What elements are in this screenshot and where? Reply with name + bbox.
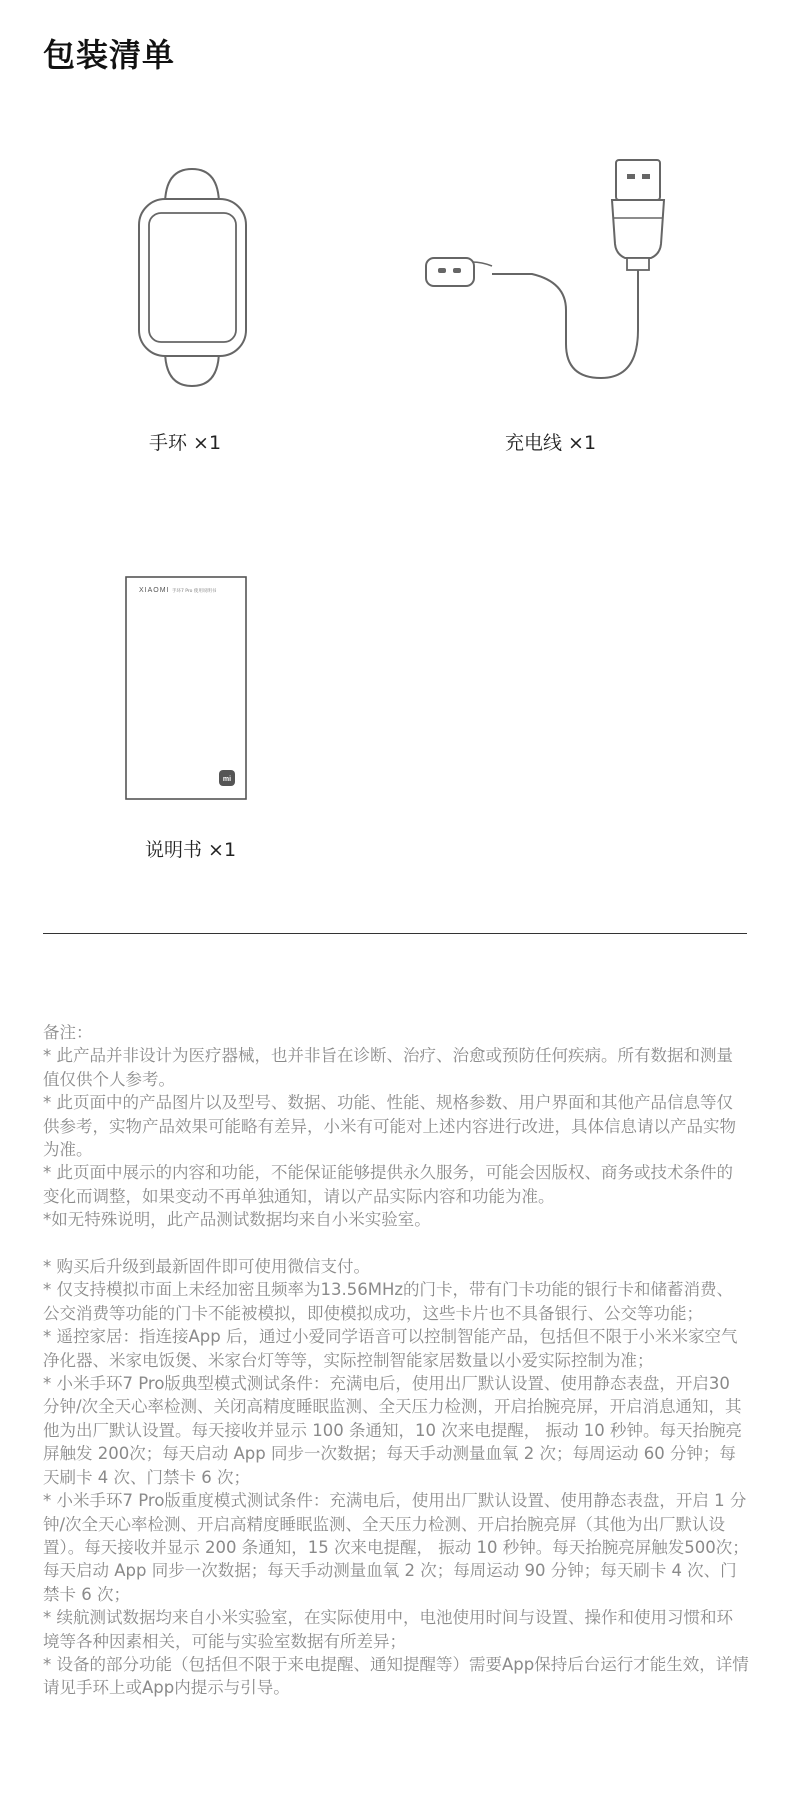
note-line: * 仅支持模拟市面上未经加密且频率为13.56MHz的门卡，带有门卡功能的银行卡和储蓄消费、公交消费等功能的门卡不能被模拟，即使模拟成功，这些卡片也不具备银行、公交等功能； <box>43 1280 734 1323</box>
notes-heading: 备注： <box>43 1023 93 1042</box>
note-line: * 此页面中展示的内容和功能，不能保证能够提供永久服务，可能会因版权、商务或技术条件的变化而调整，如果变动不再单独通知，请以产品实际内容和功能为准。 <box>43 1163 733 1206</box>
page-title: 包装清单 <box>43 36 176 74</box>
manual-label: 说明书 ×1 <box>145 839 237 861</box>
user-manual-icon <box>125 576 247 800</box>
section-divider <box>43 933 747 934</box>
note-line: * 设备的部分功能（包括但不限于来电提醒、通知提醒等）需要App保持后台运行才能生效，详情请见手环上或App内提示与引导。 <box>43 1654 749 1698</box>
note-line: * 续航测试数据均来自小米实验室，在实际使用中，电池使用时间与设置、操作和使用习惯和环境等各种因素相关，可能与实验室数据有所差异； <box>43 1608 733 1651</box>
note-line: * 此页面中的产品图片以及型号、数据、功能、性能、规格参数、用户界面和其他产品信息等仅供参考，实物产品效果可能略有差异，小米有可能对上述内容进行改进，具体信息请以产品实物为准。 <box>43 1093 736 1160</box>
band-label: 手环 ×1 <box>149 432 222 454</box>
note-line: * 小米手环7 Pro版重度模式测试条件：充满电后，使用出厂默认设置、使用静态表盘，开启 1 分钟/次全天心率检测、开启高精度睡眠监测、全天压力检测、开启抬腕亮屏（其他为出厂默认设置）。每天接收并显示 200 条通知，15 次来电提醒， 振动 10 秒钟。每天抬腕亮屏触发500次；每天启动 App 同步一次数据；每天手动测量血氧 2 次；每周运动 90 分钟；每天刷卡 4 次、门禁卡 6 次； <box>43 1491 749 1604</box>
fitness-band-icon <box>135 165 250 390</box>
mi-logo-icon: mi <box>222 776 232 783</box>
note-line: * 小米手环7 Pro版典型模式测试条件：充满电后，使用出厂默认设置、使用静态表盘，开启30 分钟/次全天心率检测、关闭高精度睡眠监测、全天压力检测，开启抬腕亮屏，开启消息通知，其他为出厂默认设置。每天接收并显示 100 条通知，10 次来电提醒， 振动 10 秒钟。每天抬腕亮屏触发 200次；每天启动 App 同步一次数据；每天手动测量血氧 2 次；每周运动 60 分钟；每天刷卡 4 次、门禁卡 6 次； <box>43 1374 742 1487</box>
note-line: *如无特殊说明，此产品测试数据均来自小米实验室。 <box>43 1210 431 1230</box>
notes-section <box>43 1021 749 1700</box>
note-line: * 购买后升级到最新固件即可使用微信支付。 <box>43 1257 370 1277</box>
note-line: * 遥控家居：指连接App 后，通过小爱同学语音可以控制智能产品，包括但不限于小米米家空气净化器、米家电饭煲、米家台灯等等，实际控制智能家居数量以小爱实际控制为准； <box>43 1327 738 1370</box>
charging-cable-icon <box>420 158 670 388</box>
manual-brand: XIAOMI <box>139 587 170 594</box>
note-line: * 此产品并非设计为医疗器械，也并非旨在诊断、治疗、治愈或预防任何疾病。所有数据和测量值仅供个人参考。 <box>43 1046 733 1089</box>
notes-gap <box>43 1232 749 1255</box>
cable-label: 充电线 ×1 <box>505 432 597 454</box>
manual-subtitle: 手环7 Pro 使用说明书 <box>172 589 217 594</box>
